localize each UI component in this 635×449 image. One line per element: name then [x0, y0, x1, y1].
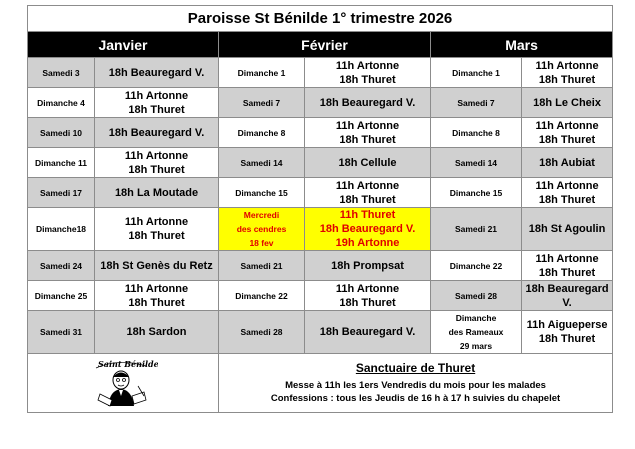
mass-cell [305, 178, 431, 208]
mass-cell: 18h Beauregard V. [522, 281, 613, 311]
mass-cell: 18h Beauregard V. [305, 311, 431, 354]
saint-benilde-logo [88, 356, 158, 408]
day-cell: Dimanche18 [28, 208, 95, 251]
day-cell: Samedi 31 [28, 311, 95, 354]
sanctuaire-cell [219, 354, 613, 413]
mass-line: 11h Artonne [535, 119, 599, 132]
mass-cell: 18h St Genès du Retz [95, 251, 219, 281]
mass-line: 11h Artonne [124, 149, 189, 162]
day-cell: Dimanche 25 [28, 281, 95, 311]
mass-line: 11h Artonne [124, 282, 189, 295]
mass-cell: 18h Cellule [305, 148, 431, 178]
month-header-janvier: Janvier [28, 32, 219, 58]
mass-cell [305, 281, 431, 311]
mass-cell [95, 208, 219, 251]
mass-line: 18h Thuret [339, 73, 396, 86]
day-cell: Samedi 7 [219, 88, 305, 118]
mass-line: 11h Thuret [339, 209, 396, 221]
day-line: Dimanche [455, 313, 497, 323]
day-cell: Samedi 14 [431, 148, 522, 178]
mass-line: 18h Beauregard V. [319, 223, 416, 235]
day-cell: Samedi 14 [219, 148, 305, 178]
table-row [28, 88, 613, 118]
mass-line: 18h Thuret [339, 193, 396, 206]
mass-cell: 18h Beauregard V. [95, 58, 219, 88]
day-cell: Dimanche 1 [431, 58, 522, 88]
mass-cell [305, 58, 431, 88]
mass-cell [95, 281, 219, 311]
day-cell: Dimanche 4 [28, 88, 95, 118]
mass-line: 18h Thuret [538, 193, 596, 206]
month-header-mars: Mars [431, 32, 613, 58]
mass-line: 11h Artonne [335, 282, 400, 295]
day-cell: Samedi 21 [431, 208, 522, 251]
mass-line: 11h Artonne [124, 89, 189, 102]
mass-line: 18h Thuret [128, 296, 185, 309]
mass-line: 11h Artonne [535, 179, 599, 192]
logo-cell [28, 354, 219, 413]
mass-line: 11h Artonne [535, 252, 599, 265]
table-row [28, 118, 613, 148]
table-row [28, 148, 613, 178]
mass-cell: 18h St Agoulin [522, 208, 613, 251]
day-line: Mercredi [243, 210, 280, 220]
day-line: des Rameaux [448, 327, 504, 337]
mass-line: 18h Thuret [538, 73, 596, 86]
day-cell: Samedi 21 [219, 251, 305, 281]
table-row [28, 178, 613, 208]
day-cell: Samedi 28 [219, 311, 305, 354]
mass-cell [522, 311, 613, 354]
svg-text:Saint Bénilde: Saint Bénilde [98, 358, 158, 369]
mass-cell [305, 118, 431, 148]
mass-line: 18h Thuret [538, 133, 596, 146]
sanctuaire-title: Sanctuaire de Thuret [355, 361, 476, 375]
mass-line: 11h Artonne [535, 59, 599, 72]
mass-line: 19h Artonne [335, 237, 400, 249]
sanctuaire-line-messe: Messe à 11h les 1ers Vendredis du mois pour les malades [285, 380, 546, 391]
day-cell: Dimanche 22 [219, 281, 305, 311]
sanctuaire-line-confessions: Confessions : tous les Jeudis de 16 h à 17 h suivies du chapelet [270, 393, 561, 404]
mass-line: 11h Artonne [335, 119, 400, 132]
month-header-fevrier: Février [219, 32, 431, 58]
mass-cell [522, 251, 613, 281]
mass-cell: 18h Le Cheix [522, 88, 613, 118]
day-cell: Dimanche 15 [431, 178, 522, 208]
mass-line: 11h Aigueperse [526, 319, 608, 331]
palm-sunday-day-cell [431, 311, 522, 354]
mass-cell: 18h Aubiat [522, 148, 613, 178]
footer-row [28, 354, 613, 413]
mass-cell [522, 58, 613, 88]
mass-line: 18h Thuret [128, 163, 185, 176]
mass-line: 11h Artonne [335, 179, 400, 192]
schedule-table [27, 5, 613, 413]
mass-line: 11h Artonne [335, 59, 400, 72]
mass-cell [95, 148, 219, 178]
table-row [28, 208, 613, 251]
day-cell: Dimanche 15 [219, 178, 305, 208]
mass-line: 18h Thuret [538, 266, 596, 279]
day-cell: Samedi 10 [28, 118, 95, 148]
day-cell: Samedi 28 [431, 281, 522, 311]
day-line: des cendres [236, 224, 287, 234]
mass-cell: 18h Beauregard V. [305, 88, 431, 118]
table-row [28, 311, 613, 354]
mass-line: 11h Artonne [124, 216, 189, 228]
day-cell: Dimanche 8 [431, 118, 522, 148]
mass-cell: 18h Sardon [95, 311, 219, 354]
day-cell: Dimanche 11 [28, 148, 95, 178]
mass-cell [522, 178, 613, 208]
mass-cell: 18h La Moutade [95, 178, 219, 208]
page-title: Paroisse St Bénilde 1° trimestre 2026 [28, 6, 613, 32]
mass-line: 18h Thuret [339, 133, 396, 146]
day-line: 29 mars [459, 341, 493, 351]
mass-line: 18h Thuret [128, 230, 185, 242]
day-cell: Samedi 3 [28, 58, 95, 88]
day-cell: Samedi 24 [28, 251, 95, 281]
mass-line: 18h Thuret [128, 103, 185, 116]
mass-cell [522, 118, 613, 148]
day-cell: Dimanche 22 [431, 251, 522, 281]
table-row [28, 251, 613, 281]
day-cell: Dimanche 1 [219, 58, 305, 88]
day-cell: Dimanche 8 [219, 118, 305, 148]
day-cell: Samedi 7 [431, 88, 522, 118]
table-row [28, 58, 613, 88]
day-cell: Samedi 17 [28, 178, 95, 208]
ash-wednesday-day-cell [219, 208, 305, 251]
mass-line: 18h Thuret [339, 296, 396, 309]
ash-wednesday-mass-cell [305, 208, 431, 251]
mass-cell: 18h Prompsat [305, 251, 431, 281]
mass-line: 18h Thuret [538, 333, 596, 345]
day-line: 18 fev [249, 238, 274, 248]
mass-cell [95, 88, 219, 118]
mass-cell: 18h Beauregard V. [95, 118, 219, 148]
table-row [28, 281, 613, 311]
